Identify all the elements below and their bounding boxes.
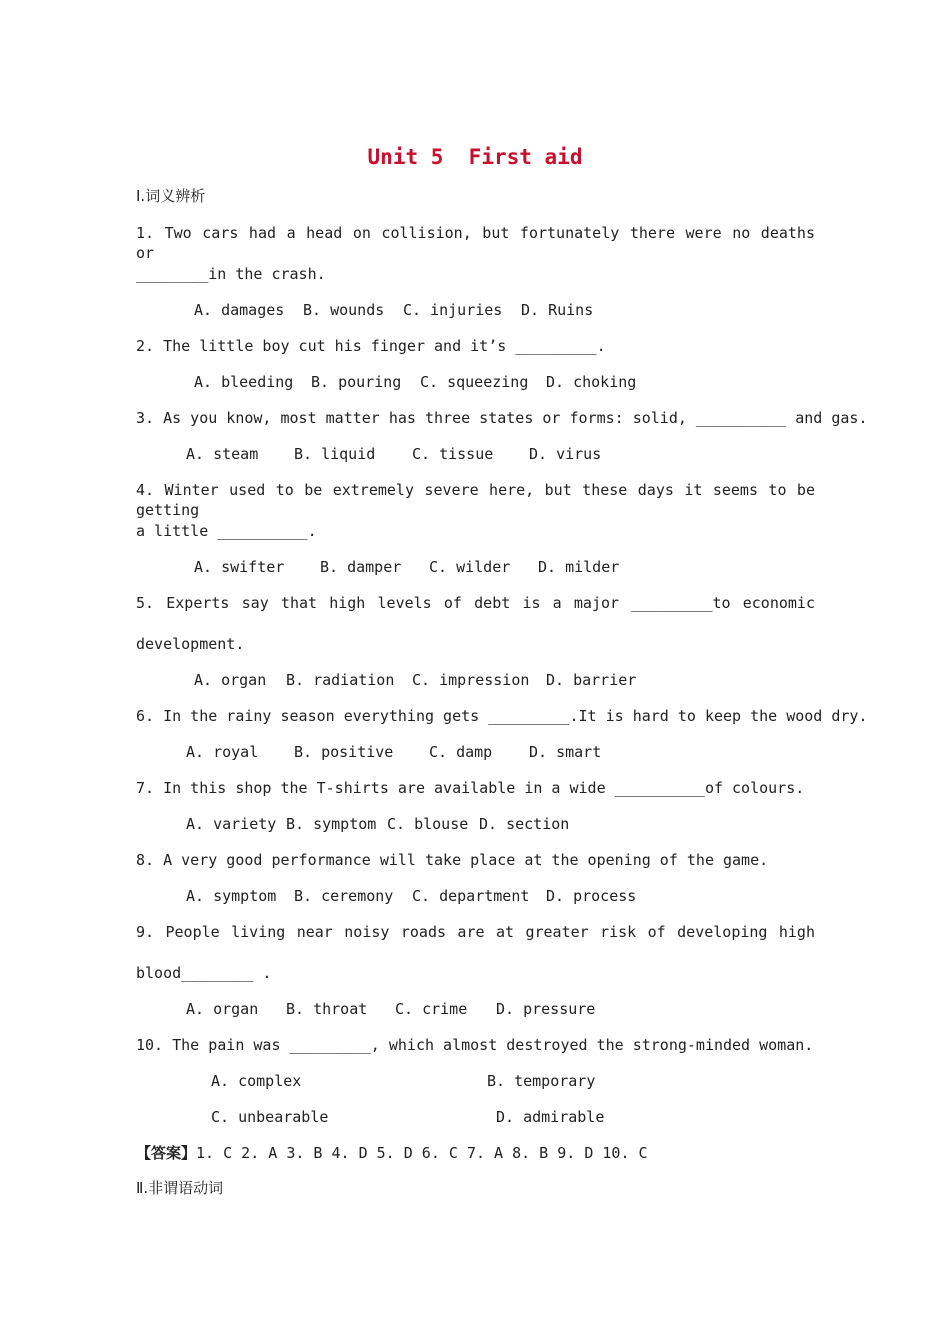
- answer-label: 【答案】: [136, 1144, 197, 1162]
- q7-option-a: A. variety: [186, 815, 277, 833]
- q8-option-a: A. symptom: [186, 887, 277, 905]
- q3-option-a: A. steam: [186, 445, 259, 463]
- q2-option-c: C. squeezing: [420, 373, 529, 391]
- q8-option-b: B. ceremony: [294, 887, 394, 905]
- q7-option-c: C. blouse: [387, 815, 469, 833]
- q9-option-b: B. throat: [286, 1000, 368, 1018]
- q1-option-d: D. Ruins: [521, 301, 594, 319]
- q6-option-a: A. royal: [186, 743, 259, 761]
- q8-option-d: D. process: [546, 887, 637, 905]
- q3-option-b: B. liquid: [294, 445, 376, 463]
- q9-option-d: D. pressure: [496, 1000, 596, 1018]
- q3-option-d: D. virus: [529, 445, 602, 463]
- q4-option-a: A. swifter: [194, 558, 285, 576]
- question-1-line-2: ________in the crash.: [136, 265, 326, 283]
- question-4-line-2: a little __________.: [136, 522, 317, 540]
- page-title: Unit 5 First aid: [367, 145, 583, 169]
- q1-option-b: B. wounds: [303, 301, 385, 319]
- question-7: 7. In this shop the T-shirts are available in a wide __________of colours.: [136, 779, 805, 797]
- q10-option-c: C. unbearable: [211, 1108, 329, 1126]
- q2-option-a: A. bleeding: [194, 373, 294, 391]
- q3-option-c: C. tissue: [412, 445, 494, 463]
- question-8: 8. A very good performance will take place at the opening of the game.: [136, 851, 769, 869]
- question-1-line-1: 1. Two cars had a head on collision, but fortunately there were no deaths or: [136, 224, 815, 262]
- q7-option-d: D. section: [479, 815, 570, 833]
- q7-option-b: B. symptom: [286, 815, 377, 833]
- q5-option-b: B. radiation: [286, 671, 395, 689]
- answer-text: 1. C 2. A 3. B 4. D 5. D 6. C 7. A 8. B 9. D 10. C: [196, 1144, 648, 1162]
- q8-option-c: C. department: [412, 887, 530, 905]
- answer-key: [136, 1143, 648, 1163]
- question-9-line-1: 9. People living near noisy roads are at greater risk of developing high: [136, 923, 815, 941]
- question-5-line-1: 5. Experts say that high levels of debt is a major _________to economic: [136, 594, 815, 612]
- q1-option-a: A. damages: [194, 301, 285, 319]
- q6-option-c: C. damp: [429, 743, 493, 761]
- q10-option-d: D. admirable: [496, 1108, 605, 1126]
- question-6: 6. In the rainy season everything gets _________.It is hard to keep the wood dry.: [136, 707, 868, 725]
- q1-option-c: C. injuries: [403, 301, 503, 319]
- q4-option-c: C. wilder: [429, 558, 511, 576]
- q5-option-d: D. barrier: [546, 671, 637, 689]
- q5-option-c: C. impression: [412, 671, 530, 689]
- section-heading-1: Ⅰ.词义辨析: [136, 187, 206, 205]
- question-3: 3. As you know, most matter has three states or forms: solid, __________ and gas.: [136, 409, 868, 427]
- q6-option-b: B. positive: [294, 743, 394, 761]
- q10-option-b: B. temporary: [487, 1072, 596, 1090]
- question-5-line-2: development.: [136, 635, 245, 653]
- q2-option-d: D. choking: [546, 373, 637, 391]
- q4-option-b: B. damper: [320, 558, 402, 576]
- q10-option-a: A. complex: [211, 1072, 302, 1090]
- section-heading-2: Ⅱ.非谓语动词: [136, 1179, 224, 1197]
- q9-option-c: C. crime: [395, 1000, 468, 1018]
- question-2: 2. The little boy cut his finger and it’s _________.: [136, 337, 606, 355]
- q6-option-d: D. smart: [529, 743, 602, 761]
- q9-option-a: A. organ: [186, 1000, 259, 1018]
- q5-option-a: A. organ: [194, 671, 267, 689]
- question-10: 10. The pain was _________, which almost destroyed the strong-minded woman.: [136, 1036, 814, 1054]
- q2-option-b: B. pouring: [311, 373, 402, 391]
- question-9-line-2: blood________ .: [136, 964, 272, 982]
- question-4-line-1: 4. Winter used to be extremely severe here, but these days it seems to be getting: [136, 481, 815, 519]
- q4-option-d: D. milder: [538, 558, 620, 576]
